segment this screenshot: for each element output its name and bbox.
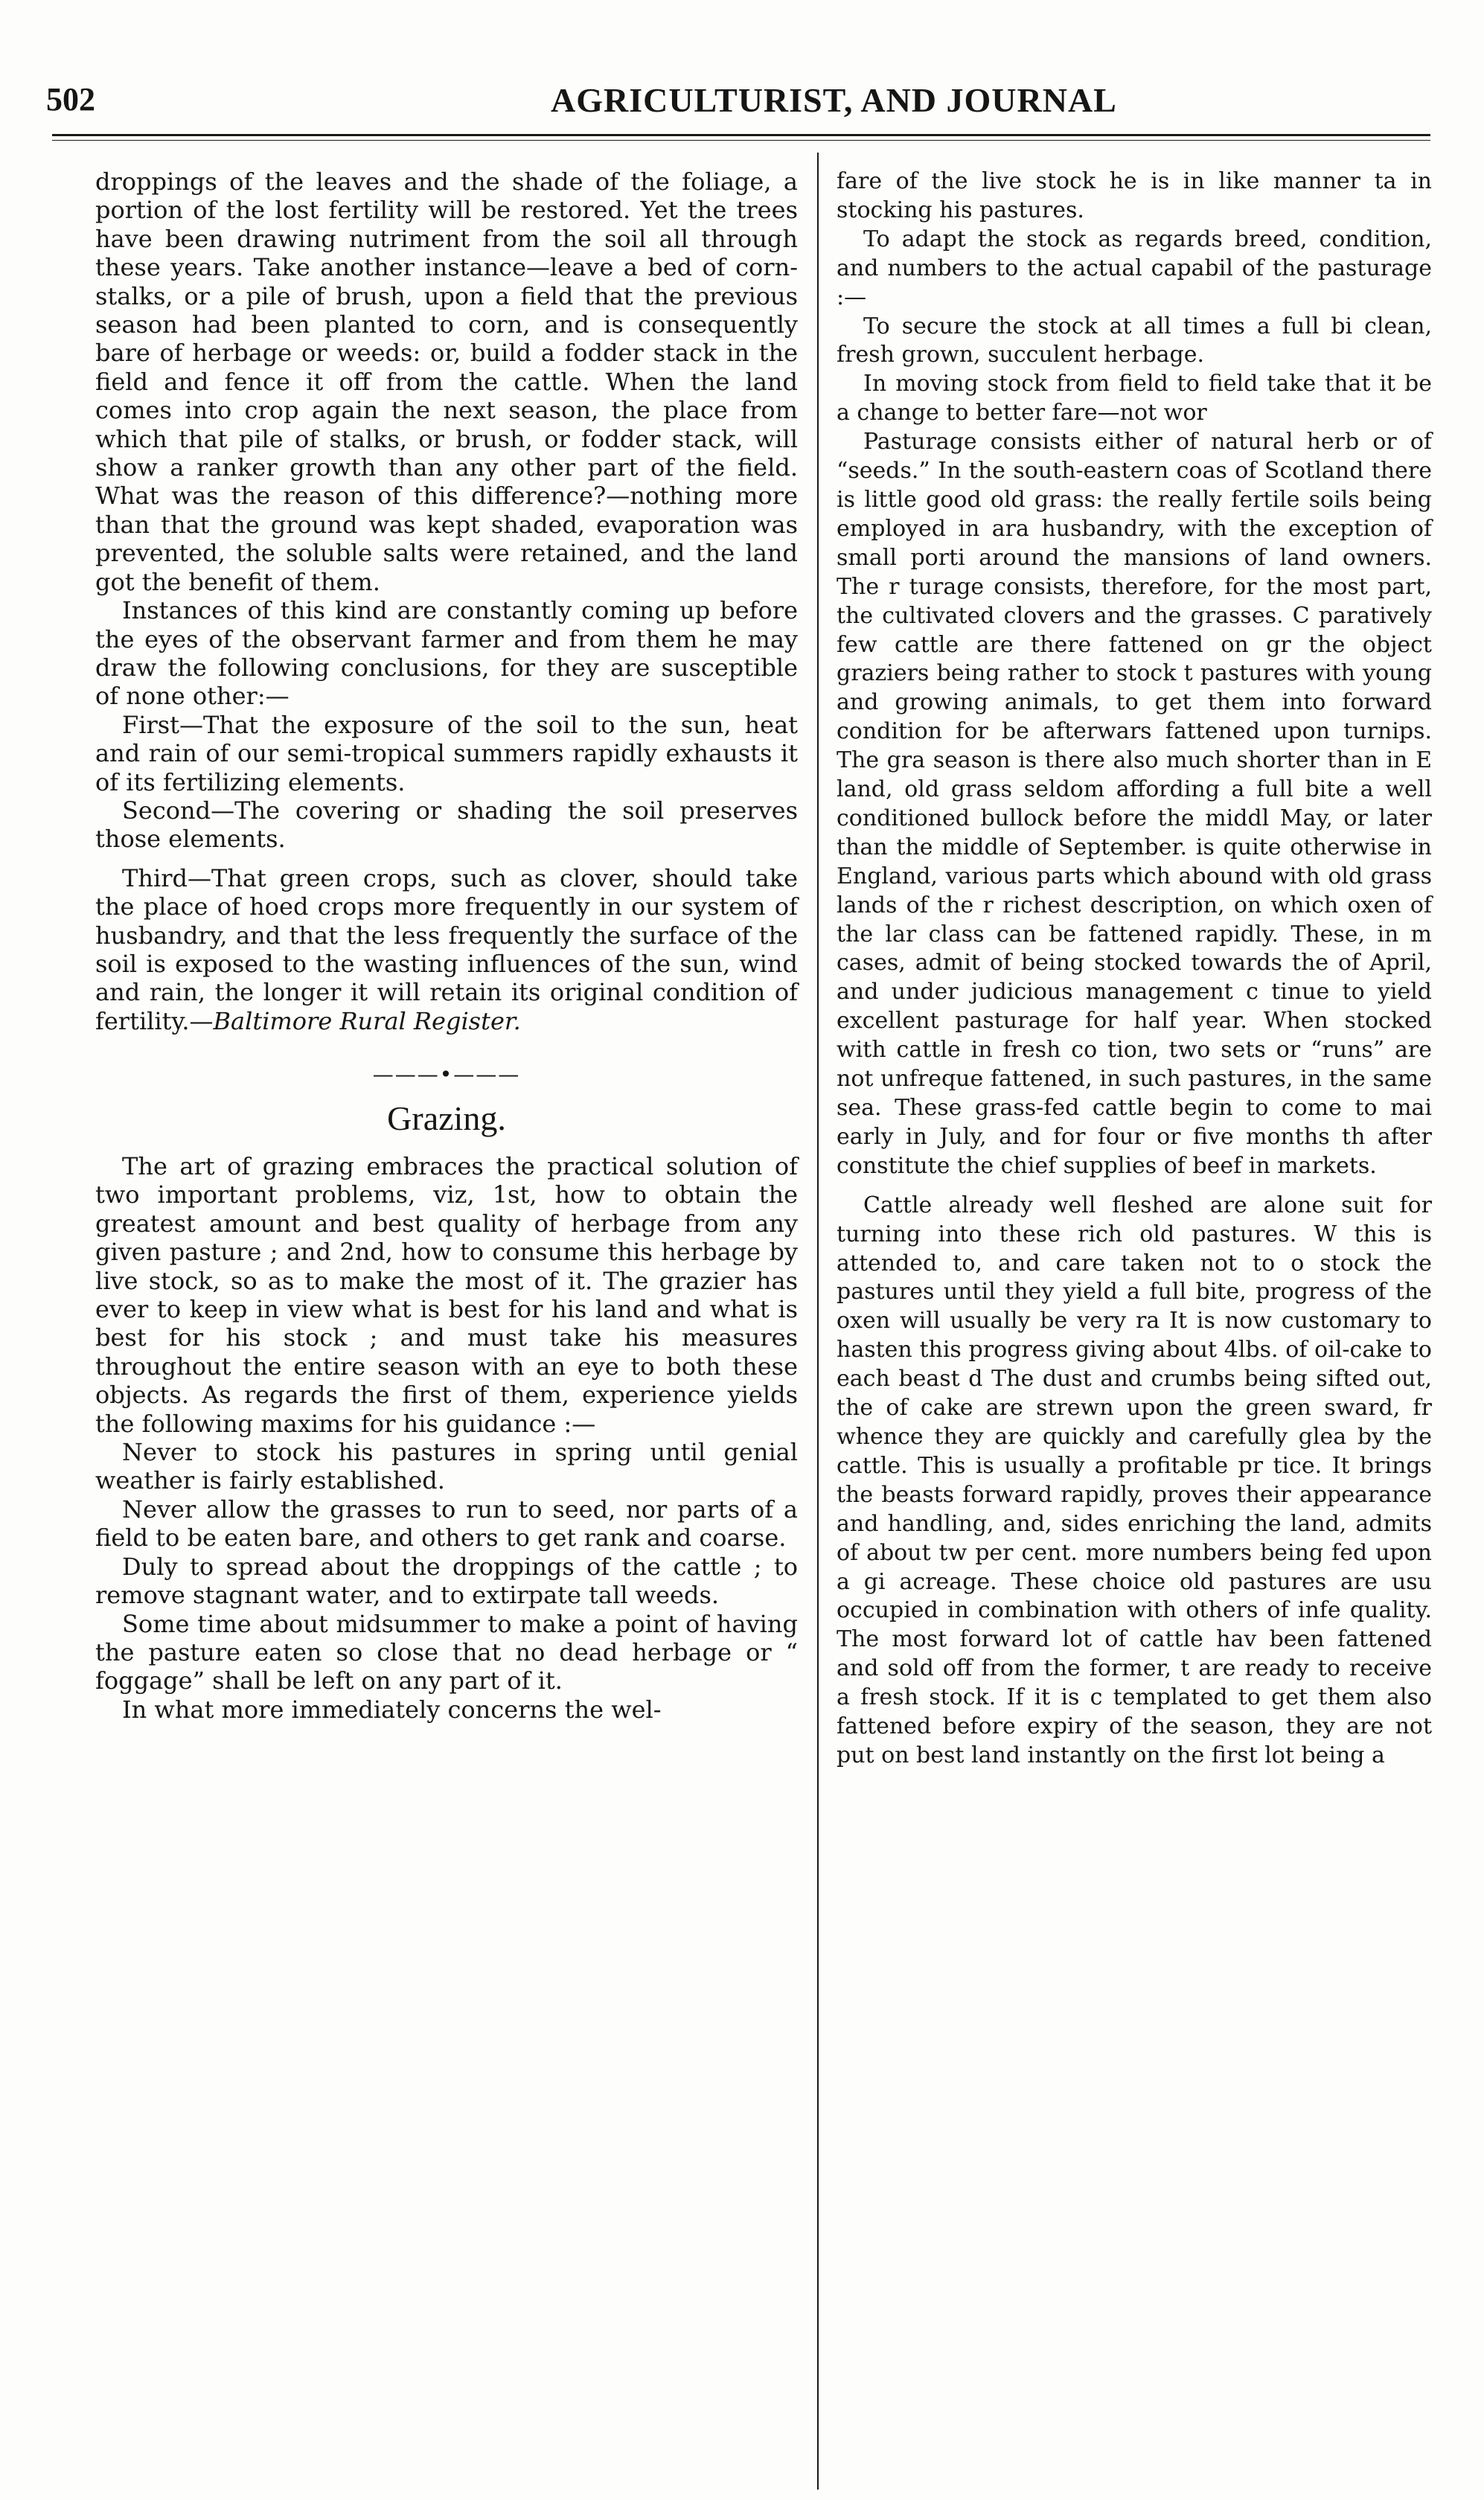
right-column — [837, 167, 1432, 1771]
paragraph: fare of the live stock he is in like manner ta in stocking his pastures. — [837, 168, 1432, 223]
paragraph: The art of grazing embraces the practical solution of two important problems, viz, 1st, how to obtain the greatest amount and best quality of herbage from any given pasture ; and 2nd, how to consume this herbage by live stock, so as to make the most of it. The grazier has ever to keep in view what is best for his land and what is best for his stock ; and must take his measures throughout the entire season with an eye to both these objects. As regards the first of them, experience yields the following maxims for his guidance :— — [95, 1152, 798, 1438]
paragraph: Some time about midsummer to make a point of having the pasture eaten so close that no dead herbage or “ foggage” shall be left on any part of it. — [95, 1609, 798, 1695]
paragraph: Pasturage consists either of natural herb or of “seeds.” In the south-eastern coas of Scotland there is little good old grass: the really fertile soils being employed in ara husbandry, with the exception of small porti around the mansions of land owners. The r turage consists, therefore, for the most part, the cultivated clovers and the grasses. C paratively few cattle are there fattened on gr the object graziers being rather to stock t pastures with young and growing animals, to get them into forward condition for be afterwars fattened upon turnips. The gra season is there also much shorter than in E land, old grass seldom affording a full bite a well conditioned bullock before the middl May, or later than the middle of September. is quite otherwise in England, various parts which abound with old grass lands of the r richest description, on which oxen of the lar class can be fattened rapidly. These, in m cases, admit of being stocked towards the of April, and under judicious management c tinue to yield excellent pasturage for half year. When stocked with cattle in fresh co tion, two sets or “runs” are not unfreque fattened, in such pastures, in the same sea. These grass-fed cattle begin to come to mai early in July, and for four or five months th after constitute the chief supplies of beef in markets. — [837, 429, 1432, 1179]
header-rule-thin — [52, 140, 1430, 141]
left-column — [95, 167, 798, 1724]
paragraph: In moving stock from field to field take that it be a change to better fare—not wor — [837, 371, 1432, 426]
paragraph: Instances of this kind are constantly coming up before the eyes of the observant farmer and from them he may draw the following conclusions, for they are susceptible of none other:— — [95, 596, 798, 711]
paragraph — [95, 864, 798, 1035]
section-ornament: ———•——— — [372, 1062, 521, 1087]
paragraph: droppings of the leaves and the shade of the foliage, a portion of the lost fertility will be restored. Yet the trees have been drawing nutriment from the soil all through these years. Take another instance—leave a bed of corn-stalks, or a pile of brush, upon a field that the previous season had been planted to corn, and is consequently bare of herbage or weeds: or, build a fodder stack in the field and fence it off from the cattle. When the land comes into crop again the next season, the place from which that pile of stalks, or brush, or fodder stack, will show a ranker growth than any other part of the field. What was the reason of this difference?—nothing more than that the ground was kept shaded, evaporation was prevented, the soluble salts were retained, and the land got the benefit of them. — [95, 167, 798, 596]
paragraph: First—That the exposure of the soil to the sun, heat and rain of our semi-tropical summers rapidly exhausts it of its fertilizing elements. — [95, 710, 798, 796]
paragraph: Cattle already well fleshed are alone suit for turning into these rich old pastures. W this is attended to, and care taken not to o stock the pastures until they yield a full bite, progress of the oxen will usually be very ra It is now customary to hasten this progress giving about 4lbs. of oil-cake to each beast d The dust and crumbs being sifted out, the of cake are strewn upon the green sward, fr whence they are quickly and carefully glea by the cattle. This is usually a profitable pr tice. It brings the beasts forward rapidly, proves their appearance and handling, and, sides enriching the land, admits of about tw per cent. more numbers being fed upon a gi acreage. These choice old pastures are usu occupied in combination with others of infe quality. The most forward lot of cattle hav been fattened and sold off from the former, t are ready to receive a fresh stock. If it is c templated to get them also fattened before expiry of the season, they are not put on best land instantly on the first lot being a — [837, 1192, 1432, 1768]
page-number: 502 — [46, 81, 95, 118]
citation: Baltimore Rural Register. — [213, 1006, 521, 1035]
paragraph: In what more immediately concerns the wel- — [122, 1695, 662, 1724]
paragraph: Second—The covering or shading the soil preserves those elements. — [95, 796, 798, 854]
running-title: AGRICULTURIST, AND JOURNAL — [551, 81, 1117, 119]
paragraph-text: Third—That green crops, such as clover, should take the place of hoed crops more frequently in our system of husbandry, and that the less frequently the surface of the soil is exposed to the wasting influences of the sun, wind and rain, the longer it will retain its original condition of fertility.— — [95, 863, 798, 1035]
paragraph: Never allow the grasses to run to seed, nor parts of a field to be eaten bare, and others to get rank and coarse. — [95, 1494, 798, 1553]
header-rule — [52, 134, 1430, 136]
paragraph: Never to stock his pastures in spring until genial weather is fairly established. — [95, 1438, 798, 1495]
paragraph: Duly to spread about the droppings of the cattle ; to remove stagnant water, and to extirpate tall weeds. — [95, 1552, 798, 1610]
paragraph: To secure the stock at all times a full bi clean, fresh grown, succulent herbage. — [837, 313, 1432, 368]
paragraph: To adapt the stock as regards breed, condition, and numbers to the actual capabil of the pasturage :— — [837, 226, 1432, 310]
column-divider — [817, 153, 819, 2490]
section-heading: Grazing. — [387, 1099, 506, 1137]
